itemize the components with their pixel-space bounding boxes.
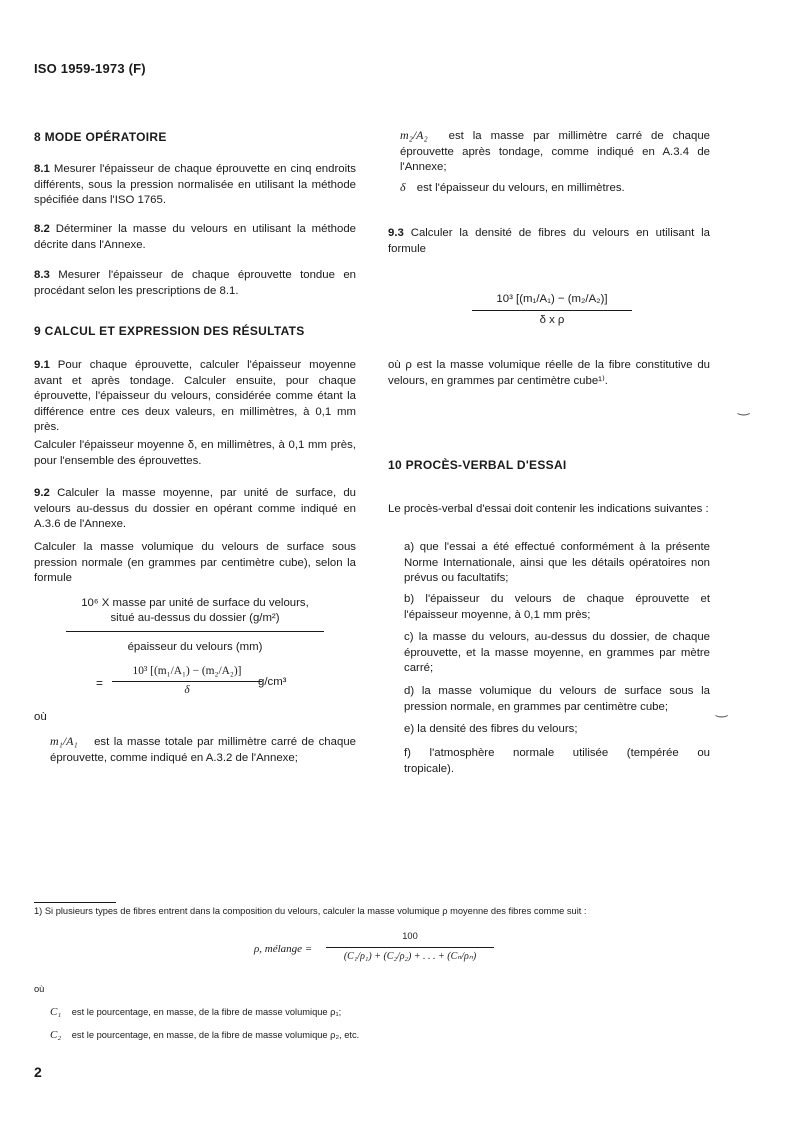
paragraph-text: Pour chaque éprouvette, calculer l'épaisseur moyenne avant et après tondage. Calculer ensuite, pour chaque éprouvette, l'épaisseur du velours, considérée comme étant la différence entre ces deux valeurs, en millimètres, à 0,1 mm près. bbox=[34, 359, 356, 433]
footnote-where: où bbox=[34, 984, 45, 994]
paragraph-number: 8.2 bbox=[34, 223, 50, 235]
definition-symbol: m₁/A₁ bbox=[50, 734, 78, 748]
definition-text: est le pourcentage, en masse, de la fibre de masse volumique ρ₁; bbox=[71, 1007, 342, 1017]
paragraph-text: Mesurer l'épaisseur de chaque éprouvette tondue en procédant selon les prescriptions de 8.1. bbox=[34, 269, 356, 297]
paragraph-9-2-b: Calculer la masse volumique du velours de surface sous pression normale (en grammes par centimètre cube), selon la formule bbox=[34, 541, 356, 584]
fraction-bar bbox=[112, 681, 262, 682]
formula-density-words bbox=[60, 596, 330, 655]
fraction-bar bbox=[472, 310, 632, 311]
paragraph-8-2 bbox=[34, 222, 356, 253]
page-number: 2 bbox=[34, 1064, 42, 1080]
definition-symbol: C₂ bbox=[50, 1029, 62, 1041]
footnote-rule bbox=[34, 902, 116, 903]
definition-text: est l'épaisseur du velours, en millimètres. bbox=[416, 182, 625, 194]
footnote-formula bbox=[254, 930, 514, 970]
paragraph-8-3 bbox=[34, 268, 356, 299]
document-id: ISO 1959-1973 (F) bbox=[34, 61, 146, 76]
formula-denominator: δ x ρ bbox=[539, 314, 565, 326]
paragraph-9-1 bbox=[34, 358, 356, 436]
paragraph-9-3 bbox=[388, 226, 710, 257]
paragraph-8-1 bbox=[34, 162, 356, 209]
fraction-bar bbox=[326, 947, 494, 948]
paragraph-10-intro: Le procès-verbal d'essai doit contenir les indications suivantes : bbox=[388, 503, 709, 515]
formula-denominator: (C₁/ρ₁) + (C₂/ρ₂) + . . . + (Cₙ/ρₙ) bbox=[343, 951, 477, 962]
formula-fraction bbox=[112, 664, 262, 697]
formula-numerator: 100 bbox=[402, 931, 418, 941]
list-item: b) l'épaisseur du velours de chaque éprouvette et l'épaisseur moyenne, à 0,1 mm près; bbox=[404, 593, 710, 621]
definition-text: est la masse totale par millimètre carré de chaque éprouvette, comme indiqué en A.3.2 de l'Annexe; bbox=[50, 736, 356, 764]
section-9-title: 9 CALCUL ET EXPRESSION DES RÉSULTATS bbox=[34, 324, 305, 338]
paragraph-text: Calculer la densité de fibres du velours en utilisant la formule bbox=[388, 227, 710, 255]
formula-density-symbols bbox=[96, 664, 326, 704]
paragraph-number: 8.1 bbox=[34, 163, 50, 175]
definition-text: est la masse par millimètre carré de chaque éprouvette après tondage, comme indiqué en A.3.4 de l'Annexe; bbox=[400, 130, 710, 173]
paragraph-9-2 bbox=[34, 486, 356, 533]
footnote-def-c2 bbox=[50, 1029, 650, 1041]
definition-delta bbox=[400, 180, 710, 197]
list-item: d) la masse volumique du velours de surface sous la pression normale, en grammes par centimètre cube; bbox=[404, 685, 710, 713]
formula-fraction bbox=[326, 930, 494, 963]
list-item: c) la masse du velours, au-dessus du dossier, de chaque éprouvette, et la masse moyenne, en grammes par mètre carré; bbox=[404, 631, 710, 674]
definition-symbol: C₁ bbox=[50, 1006, 62, 1018]
definition-text: est le pourcentage, en masse, de la fibre de masse volumique ρ₂, etc. bbox=[71, 1030, 360, 1040]
paragraph-9-3-b: où ρ est la masse volumique réelle de la fibre constitutive du velours, en grammes par centimètre cube¹⁾. bbox=[388, 359, 710, 387]
paragraph-number: 9.2 bbox=[34, 487, 50, 499]
margin-mark-icon: ‿ bbox=[738, 400, 750, 416]
list-item: e) la densité des fibres du velours; bbox=[404, 723, 578, 735]
fraction-bar bbox=[66, 631, 324, 632]
where-label: où bbox=[34, 711, 47, 723]
formula-denominator: δ bbox=[184, 684, 190, 696]
paragraph-number: 9.3 bbox=[388, 227, 404, 239]
footnote-text: 1) Si plusieurs types de fibres entrent dans la composition du velours, calculer la masse volumique ρ moyenne des fibres comme suit : bbox=[34, 906, 587, 916]
paragraph-text: Mesurer l'épaisseur de chaque éprouvette en cinq endroits différents, sous la pression normalisée en utilisant la méthode spécifiée dans l'ISO 1765. bbox=[34, 163, 356, 206]
formula-lhs-text: ρ, mélange = bbox=[254, 943, 313, 955]
formula-numerator-line-2: situé au-dessus du dossier (g/m²) bbox=[110, 612, 280, 624]
formula-fibre-density bbox=[472, 292, 632, 327]
definition-m1-a1 bbox=[50, 734, 356, 766]
section-8-title: 8 MODE OPÉRATOIRE bbox=[34, 130, 167, 144]
formula-lhs bbox=[254, 943, 312, 955]
paragraph-number: 8.3 bbox=[34, 269, 50, 281]
formula-numerator: 10³ [(m₁/A₁) − (m₂/A₂)] bbox=[496, 293, 608, 305]
formula-denominator: épaisseur du velours (mm) bbox=[127, 641, 263, 653]
definition-symbol: m₂/A₂ bbox=[400, 128, 428, 142]
margin-mark-icon: ‿ bbox=[716, 702, 728, 718]
paragraph-9-1-b: Calculer l'épaisseur moyenne δ, en millimètres, à 0,1 mm près, pour l'ensemble des éprouvettes. bbox=[34, 439, 356, 467]
section-10-title: 10 PROCÈS-VERBAL D'ESSAI bbox=[388, 458, 567, 472]
equals-sign: = bbox=[96, 676, 104, 690]
paragraph-text: Calculer la masse moyenne, par unité de surface, du velours au-dessus du dossier en opérant comme indiqué en A.3.6 de l'Annexe. bbox=[34, 487, 356, 530]
list-item: a) que l'essai a été effectué conformément à la présente Norme Internationale, ainsi que les détails opératoires non prévus ou facultatifs; bbox=[404, 541, 710, 584]
unit-label: g/cm³ bbox=[258, 676, 287, 688]
paragraph-text: Déterminer la masse du velours en utilisant la méthode décrite dans l'Annexe. bbox=[34, 223, 356, 251]
definition-symbol: δ bbox=[400, 180, 406, 194]
definition-m2-a2 bbox=[400, 128, 710, 176]
footnote-def-c1 bbox=[50, 1006, 650, 1018]
formula-numerator: 10³ [(m₁/A₁) − (m₂/A₂)] bbox=[132, 665, 242, 677]
list-item: f) l'atmosphère normale utilisée (tempérée ou tropicale). bbox=[404, 747, 710, 775]
formula-numerator-line-1: 10⁶ X masse par unité de surface du velours, bbox=[81, 597, 309, 609]
paragraph-number: 9.1 bbox=[34, 359, 50, 371]
